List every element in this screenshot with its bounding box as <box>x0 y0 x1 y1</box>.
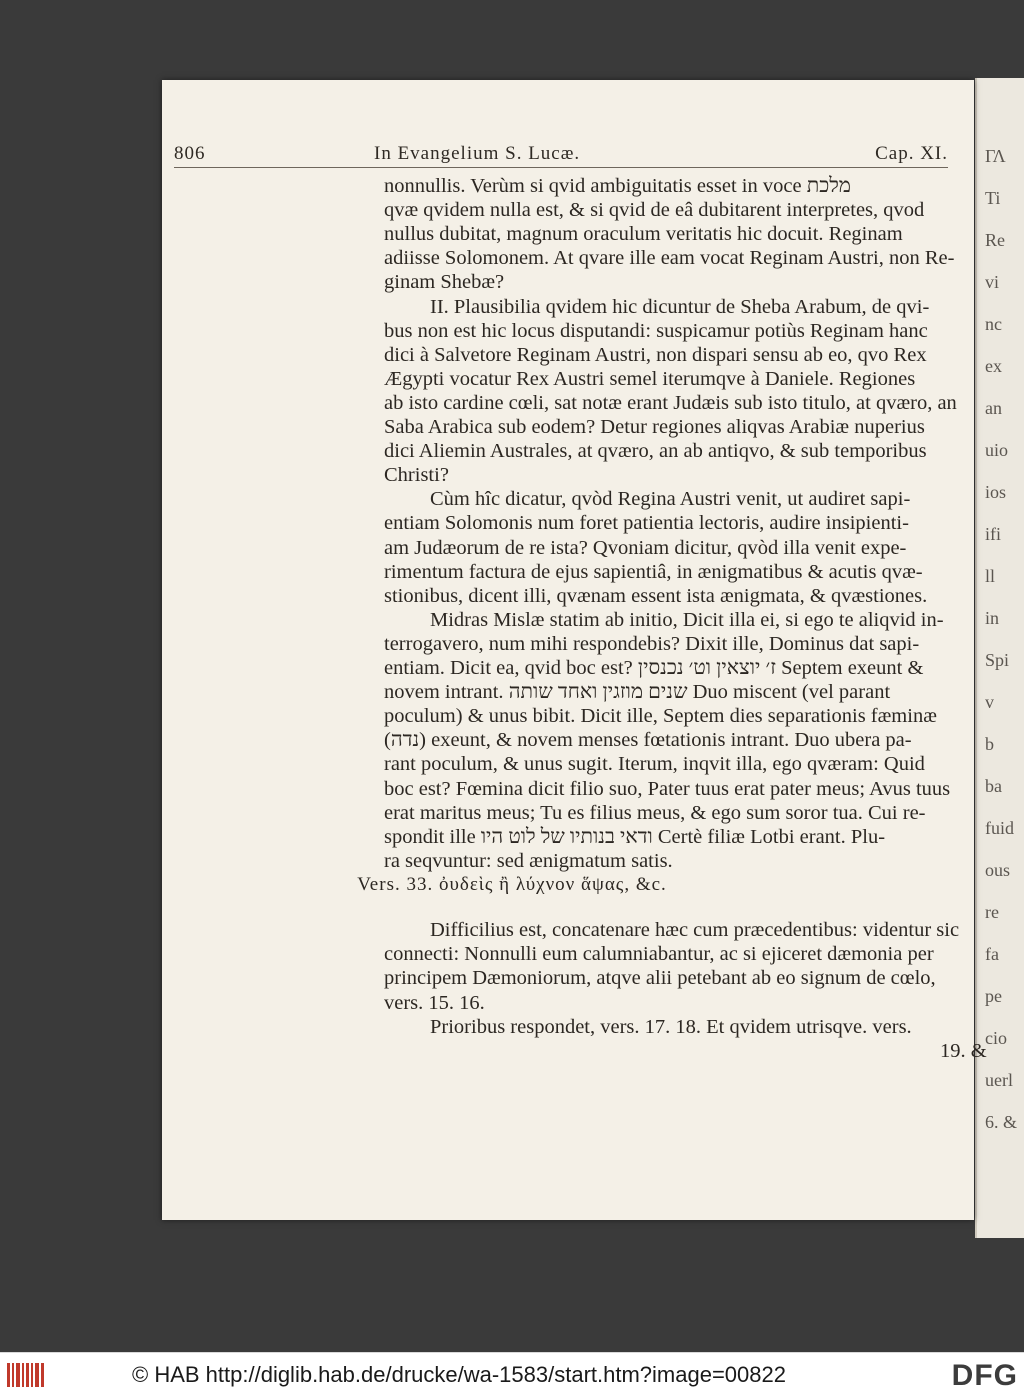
dfg-logo: DFG <box>951 1359 1018 1392</box>
text-line: nullus dubitat, magnum oraculum veritatis hic docuit. Reginam <box>384 223 903 246</box>
page-number: 806 <box>174 143 206 164</box>
text-line: qvæ qvidem nulla est, & si qvid de eâ dubitarent interpretes, qvod <box>384 199 925 222</box>
running-title: In Evangelium S. Lucæ. <box>374 143 581 164</box>
next-page-fragment: fa <box>985 944 999 964</box>
text-line: stionibus, dicent illi, qvænam essent ista ænigmata, & qvæstiones. <box>384 584 928 607</box>
text-line: ginam Shebæ? <box>384 271 505 294</box>
next-page-fragment: nc <box>985 314 1002 334</box>
next-page-fragment: Spi <box>985 650 1010 670</box>
chapter-label: Cap. XI. <box>875 143 948 164</box>
text-line: 19. & <box>940 1040 987 1062</box>
verse-heading: Vers. 33. ὀυδεὶς ἢ λύχνον ἅψας, &c. <box>357 874 667 895</box>
next-page-fragment: ifi <box>985 524 1001 544</box>
next-page-fragment: cio <box>985 1028 1007 1048</box>
text-line: vers. 15. 16. <box>384 991 485 1014</box>
text-line: Difficilius est, concatenare hæc cum præcedentibus: videntur sic <box>430 919 960 941</box>
text-line: ra seqvuntur: sed ænigmatum satis. <box>384 849 673 872</box>
next-page-fragment: Ti <box>985 188 1001 208</box>
text-line: dici à Salvetore Reginam Austri, non dispari sensu ab eo, qvo Rex <box>384 343 927 366</box>
next-page-fragment: Re <box>985 230 1005 250</box>
next-page-fragment: b <box>985 734 994 754</box>
barcode-icon <box>6 1361 46 1389</box>
next-page-fragment: ios <box>985 482 1007 502</box>
text-line: (נדה) exeunt, & novem menses fœtationis intrant. Duo ubera pa- <box>384 729 912 752</box>
next-page-fragment: ll <box>985 566 996 586</box>
footer-bar <box>0 1352 1024 1397</box>
running-head <box>174 141 948 168</box>
text-line: entiam Solomonis num foret patientia lectoris, audire insipienti- <box>384 512 909 535</box>
next-page-fragment: in <box>985 608 1000 628</box>
text-line: boc est? Fœmina dicit filio suo, Pater tuus erat pater meus; Avus tuus <box>384 777 951 800</box>
text-line: erat maritus meus; Tu es filius meus, & ego sum soror tua. Cui re- <box>384 801 926 824</box>
text-line: rimentum factura de ejus sapientiâ, in ænigmatibus & acutis qvæ- <box>384 560 923 583</box>
next-page-fragment: ous <box>985 860 1011 880</box>
text-line: nonnullis. Verùm si qvid ambiguitatis esset in voce מלכת <box>384 175 851 197</box>
text-line: bus non est hic locus disputandi: suspicamur potiùs Reginam hanc <box>384 319 928 342</box>
text-line: Prioribus respondet, vers. 17. 18. Et qvidem utrisqve. vers. <box>430 1015 912 1038</box>
text-line: Ægypti vocatur Rex Austri semel iterumqve à Daniele. Regiones <box>384 367 916 390</box>
next-page-fragment: uerl <box>985 1070 1013 1090</box>
next-page-fragment: re <box>985 902 999 922</box>
next-page-fragment: v <box>985 692 994 712</box>
text-line: entiam. Dicit ea, qvid boc est? ז׳ יוצאין וט׳ נכנסין Septem exeunt & <box>384 657 924 679</box>
text-line: principem Dæmoniorum, atqve alii petebant ab eo signum de cœlo, <box>384 967 936 990</box>
text-line: am Judæorum de re ista? Qvoniam dicitur, qvòd illa venit expe- <box>384 536 907 559</box>
next-page-fragment: 6. & <box>985 1112 1018 1132</box>
text-line: adiisse Solomonem. At qvare ille eam vocat Reginam Austri, non Re- <box>384 247 955 270</box>
next-page-fragment: ex <box>985 356 1002 376</box>
text-line: Saba Arabica sub eodem? Detur regiones aliqvas Arabiæ nuperius <box>384 416 925 438</box>
text-line: ab isto cardine cœli, sat notæ erant Judæis sub isto titulo, at qværo, an <box>384 391 957 414</box>
text-line: rant poculum, & unus sugit. Iterum, inqvit illa, ego qværam: Quid <box>384 753 925 776</box>
text-line: II. Plausibilia qvidem hic dicuntur de Sheba Arabum, de qvi- <box>430 295 930 318</box>
next-page-fragment: an <box>985 398 1002 418</box>
next-page-fragment: ba <box>985 776 1002 796</box>
next-page-fragment: uio <box>985 440 1009 460</box>
text-line: poculum) & unus bibit. Dicit ille, Septem dies separationis fæminæ <box>384 705 937 728</box>
text-line: dici Aliemin Australes, at qværo, an ab antiqvo, & sub temporibus <box>384 440 927 463</box>
next-page-fragment: pe <box>985 986 1002 1006</box>
next-page-fragment: ΓΛ <box>985 146 1006 166</box>
text-line: Cùm hîc dicatur, qvòd Regina Austri venit, ut audiret sapi- <box>430 488 911 511</box>
text-line: connecti: Nonnulli eum calumniabantur, ac si ejiceret dæmonia per <box>384 943 934 966</box>
text-line: spondit ille ודאי בנותיו של לוט היו Certè filiæ Lotbi erant. Plu- <box>384 825 886 848</box>
copyright-url[interactable]: © HAB http://diglib.hab.de/drucke/wa-1583/start.htm?image=00822 <box>132 1362 786 1387</box>
text-line: terrogavero, num mihi respondebis? Dixit ille, Dominus dat sapi- <box>384 632 920 655</box>
next-page-fragment: fuid <box>985 818 1014 838</box>
text-line: novem intrant. שנים מוזגין ואחד שותה Duo miscent (vel parant <box>384 681 891 704</box>
next-page-fragment: vi <box>985 272 1000 292</box>
text-line: Christi? <box>384 464 449 487</box>
text-line: Midras Mislæ statim ab initio, Dicit illa ei, si ego te aliqvid in- <box>430 608 944 631</box>
